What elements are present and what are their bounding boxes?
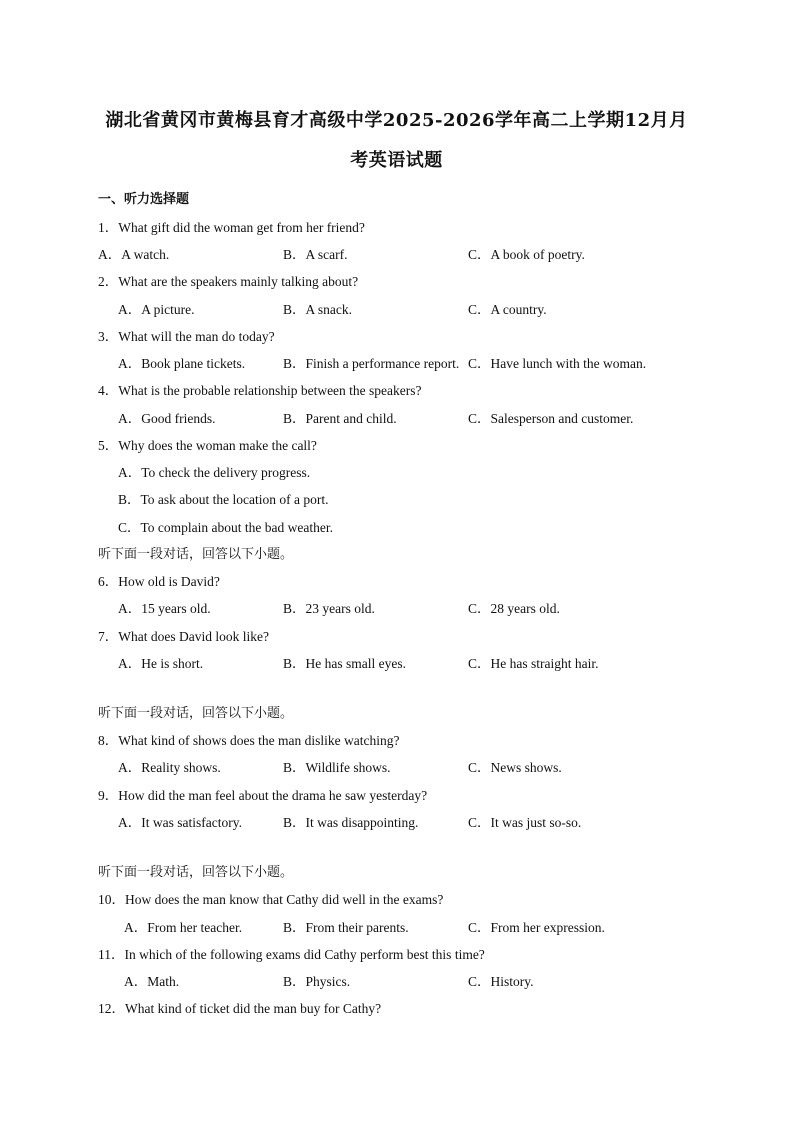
q4-option-c: C．Salesperson and customer.	[468, 411, 634, 426]
q3-option-c: C．Have lunch with the woman.	[468, 356, 647, 371]
q2-option-b: B．A snack.	[283, 302, 352, 317]
question-4: 4．What is the probable relationship between the speakers?	[98, 383, 422, 398]
q7-option-a: A．He is short.	[118, 656, 204, 671]
q6-option-b: B．23 years old.	[283, 601, 375, 616]
instruction-1: 听下面一段对话，回答以下小题。	[98, 547, 294, 562]
q7-option-b: B．He has small eyes.	[283, 656, 406, 671]
q8-option-c: C．News shows.	[468, 760, 562, 775]
q8-option-b: B．Wildlife shows.	[283, 760, 391, 775]
question-8: 8．What kind of shows does the man dislike watching?	[98, 733, 400, 748]
q10-option-b: B．From their parents.	[283, 920, 409, 935]
q3-option-b: B．Finish a performance report.	[283, 356, 460, 371]
q5-option-c: C．To complain about the bad weather.	[118, 520, 333, 535]
q3-option-a: A．Book plane tickets.	[118, 356, 246, 371]
q9-option-c: C．It was just so-so.	[468, 815, 582, 830]
q6-option-a: A．15 years old.	[118, 601, 211, 616]
q1-option-b: B．A scarf.	[283, 247, 348, 262]
instruction-2: 听下面一段对话，回答以下小题。	[98, 706, 294, 721]
question-9: 9．How did the man feel about the drama he saw yesterday?	[98, 788, 428, 803]
q2-option-c: C．A country.	[468, 302, 547, 317]
question-2: 2．What are the speakers mainly talking about?	[98, 274, 359, 289]
q7-option-c: C．He has straight hair.	[468, 656, 599, 671]
q8-option-a: A．Reality shows.	[118, 760, 221, 775]
q5-option-b: B．To ask about the location of a port.	[118, 492, 329, 507]
page-title-line-1: 湖北省黄冈市黄梅县育才高级中学2025-2026学年高二上学期12月月	[105, 110, 688, 131]
q10-option-a: A．From her teacher.	[124, 920, 243, 935]
question-3: 3．What will the man do today?	[98, 329, 275, 344]
question-5: 5．Why does the woman make the call?	[98, 438, 317, 453]
question-1: 1．What gift did the woman get from her friend?	[98, 220, 365, 235]
q5-option-a: A．To check the delivery progress.	[118, 465, 311, 480]
page-title-line-2: 考英语试题	[350, 150, 443, 171]
q1-option-a: A．A watch.	[98, 247, 170, 262]
question-11: 11．In which of the following exams did Cathy perform best this time?	[98, 947, 485, 962]
q11-option-c: C．History.	[468, 974, 534, 989]
question-12: 12．What kind of ticket did the man buy for Cathy?	[98, 1001, 382, 1016]
q2-option-a: A．A picture.	[118, 302, 195, 317]
q10-option-c: C．From her expression.	[468, 920, 605, 935]
question-10: 10．How does the man know that Cathy did well in the exams?	[98, 892, 444, 907]
q6-option-c: C．28 years old.	[468, 601, 560, 616]
q11-option-b: B．Physics.	[283, 974, 351, 989]
q4-option-b: B．Parent and child.	[283, 411, 397, 426]
question-7: 7．What does David look like?	[98, 629, 269, 644]
q9-option-a: A．It was satisfactory.	[118, 815, 242, 830]
q11-option-a: A．Math.	[124, 974, 180, 989]
instruction-3: 听下面一段对话，回答以下小题。	[98, 865, 294, 880]
question-6: 6．How old is David?	[98, 574, 220, 589]
q4-option-a: A．Good friends.	[118, 411, 216, 426]
section-heading: 一、听力选择题	[98, 192, 190, 207]
q1-option-c: C．A book of poetry.	[468, 247, 585, 262]
q9-option-b: B．It was disappointing.	[283, 815, 419, 830]
